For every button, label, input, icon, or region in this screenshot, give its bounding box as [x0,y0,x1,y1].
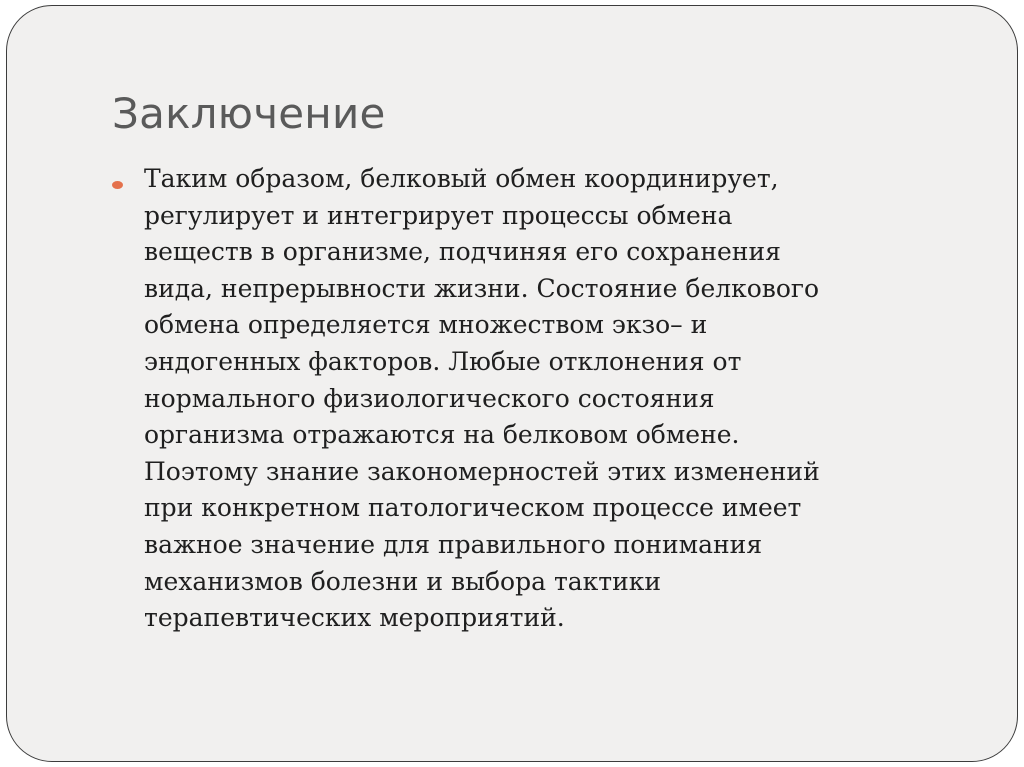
bullet-text [144,161,932,637]
slide-content [112,161,932,637]
bullet-text-line: при конкретном патологическом процессе имеет [144,493,802,523]
bullet-text-line: эндогенных факторов. Любые отклонения от [144,346,742,376]
bullet-text-line: механизмов болезни и выбора тактики [144,566,662,596]
bullet-text-line: Таким образом, белковый обмен координирует, [144,164,779,193]
bullet-text-line: организма отражаются на белковом обмене. [144,420,740,450]
bullet-dot-icon [112,181,123,189]
bullet-text-line: важное значение для правильного понимания [144,529,763,559]
slide-title: Заключение [112,89,386,138]
bullet-text-line: вида, непрерывности жизни. Состояние белкового [144,273,820,303]
bullet-text-line: Поэтому знание закономерностей этих изменений [144,456,820,486]
bullet-text-line: регулирует и интегрирует процессы обмена [144,200,733,230]
bullet-text-line: веществ в организме, подчиняя его сохранения [144,237,781,267]
bullet-list [112,161,932,637]
bullet-text-line: терапевтических мероприятий. [144,603,565,633]
bullet-text-line: нормального физиологического состояния [144,383,715,413]
bullet-item [112,161,932,637]
bullet-text-line: обмена определяется множеством экзо– и [144,310,708,340]
